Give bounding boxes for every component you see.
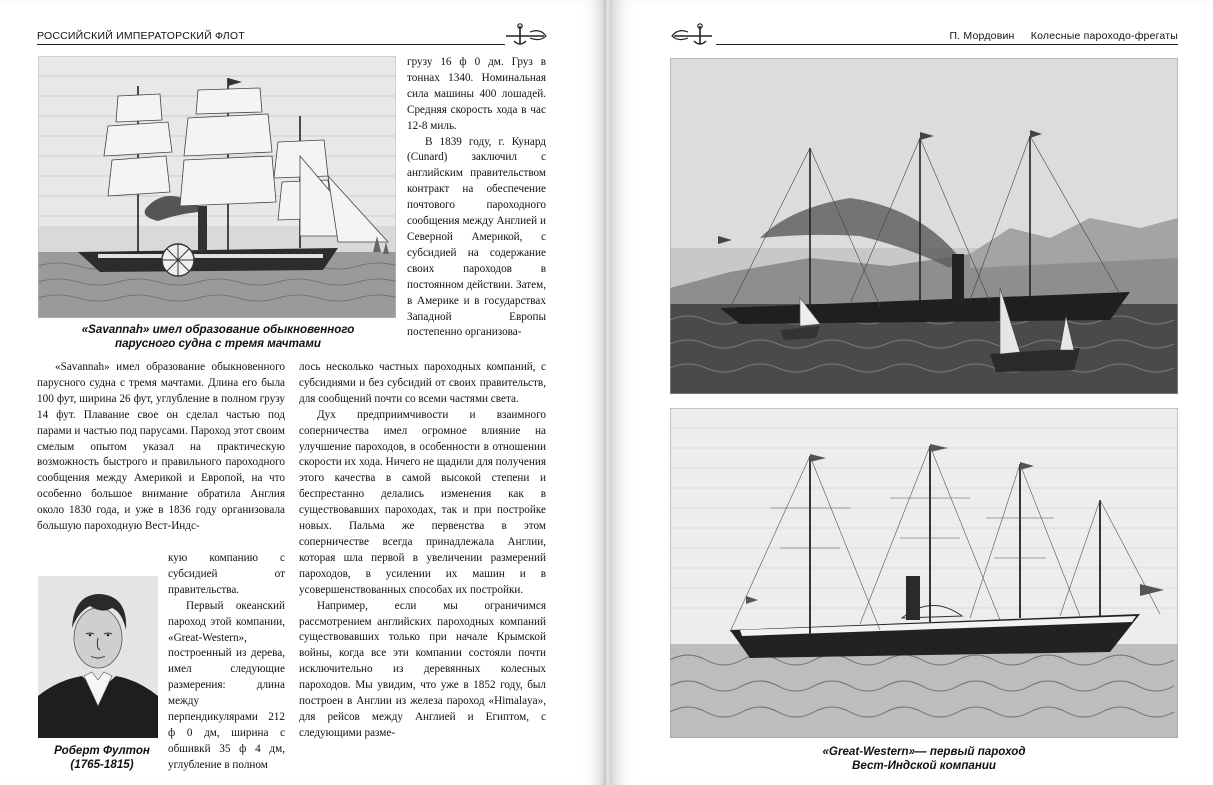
paragraph: «Savannah» имел образование обыкновенного парусного судна с тремя мачтами. Длина его была 100 фут, ширина 26 фут, углубление в полном грузу 14 фут. Плавание свое он сделал частью под парами и частью под парусами. Пароход этот своим смелым опытом указал на практическую возможность быстрого и правильного пароходного сообщения между Америкой и Европой, на что особенно большое внимание обратила Англия около 1830 года, и уже в 1836 году организовала большую пароходную Вест-Индс-	[37, 361, 285, 533]
running-head-title: Колесные пароходо-фрегаты	[1030, 30, 1178, 42]
savannah-caption	[38, 323, 398, 350]
savannah-caption-line1: «Savannah» имел образование обыкновенного	[81, 323, 355, 336]
great-western-caption	[670, 745, 1178, 772]
text-column-right-lower	[299, 360, 546, 742]
paragraph: Например, если мы ограничимся рассмотрением английских пароходных компаний существовавших только при начале Крымской войны, когда все эти компании состояли почти исключительно из деревянных колесных пароходов. Мы увидим, что уже в 1852 году, был построен в Англии из железа пароход «Himalaya», для рейсов между Англией и Египтом, с следующими разме-	[299, 599, 546, 739]
running-head-author: П. Мордовин	[949, 30, 1015, 42]
paragraph: грузу 16 ф 0 дм. Груз в тоннах 1340. Номинальная сила машины 400 лошадей. Средняя скорость хода в час 12-8 миль.	[407, 56, 546, 132]
great-western-illustration	[670, 408, 1178, 738]
text-column-narrow	[168, 551, 285, 774]
running-head-right	[949, 30, 1178, 42]
text-column-right-upper	[407, 55, 546, 341]
paragraph: Первый океанский пароход этой компании, «Great-Western», построенный из дерева, имел следующие размерения: длина между перпендикулярами 212 ф 0 дм, ширина с обшивкй 35 ф 4 дм, углубление в полном	[168, 599, 285, 771]
robert-fulton-portrait	[38, 576, 158, 738]
paragraph: Дух предприимчивости и взаимного соперничества имел огромное влияние на улучшение пароходов, в особенности в отношении скорости их хода. Ничего не щадили для получения этого качества в самой высокой степени и беспрестанно делались изменения как в существовавших пароходах, так и при постройке новых. Пальма же первенства в этом соперничестве всегда принадлежала Англии, которая шла первой в увеличении размерений пароходов, в усилении их машин и в усовершенствованных способах их постройки.	[299, 408, 546, 596]
header-rule-right	[716, 44, 1178, 45]
running-head-left: РОССИЙСКИЙ ИМПЕРАТОРСКИЙ ФЛОТ	[37, 30, 245, 42]
paragraph: В 1839 году, г. Кунард (Cunard) заключил с английским правительством контракт на обеспечение почтового пароходного сообщения между Англией и Северной Америкой, с субсидией на содержание своих пароходов в постоянном действии. Затем, в Америке и в государствах Западной Европы постепенно организова-	[407, 135, 546, 339]
paragraph: лось несколько частных пароходных компаний, с субсидиями и без субсидий от своих правительств, для сообщений почти со всеми частями света.	[299, 361, 546, 405]
paragraph: кую компанию с субсидией от правительства.	[168, 552, 285, 596]
great-western-caption-line2: Вест-Индской компании	[851, 758, 997, 772]
savannah-ship-illustration	[38, 56, 396, 318]
savannah-caption-line2: парусного судна с тремя мачтами	[115, 336, 321, 350]
anchor-ornament-icon	[500, 22, 550, 48]
portrait-caption	[38, 744, 166, 771]
portrait-caption-name: Роберт Фултон	[54, 744, 150, 757]
great-western-caption-line1: «Great-Western»— первый пароход	[822, 745, 1026, 758]
left-page	[0, 0, 606, 785]
text-column-left	[37, 360, 285, 535]
anchor-ornament-icon	[670, 22, 718, 48]
steamship-harbor-illustration	[670, 58, 1178, 394]
right-page	[610, 0, 1213, 785]
header-rule-left	[37, 44, 505, 45]
portrait-caption-years: (1765-1815)	[70, 757, 134, 771]
